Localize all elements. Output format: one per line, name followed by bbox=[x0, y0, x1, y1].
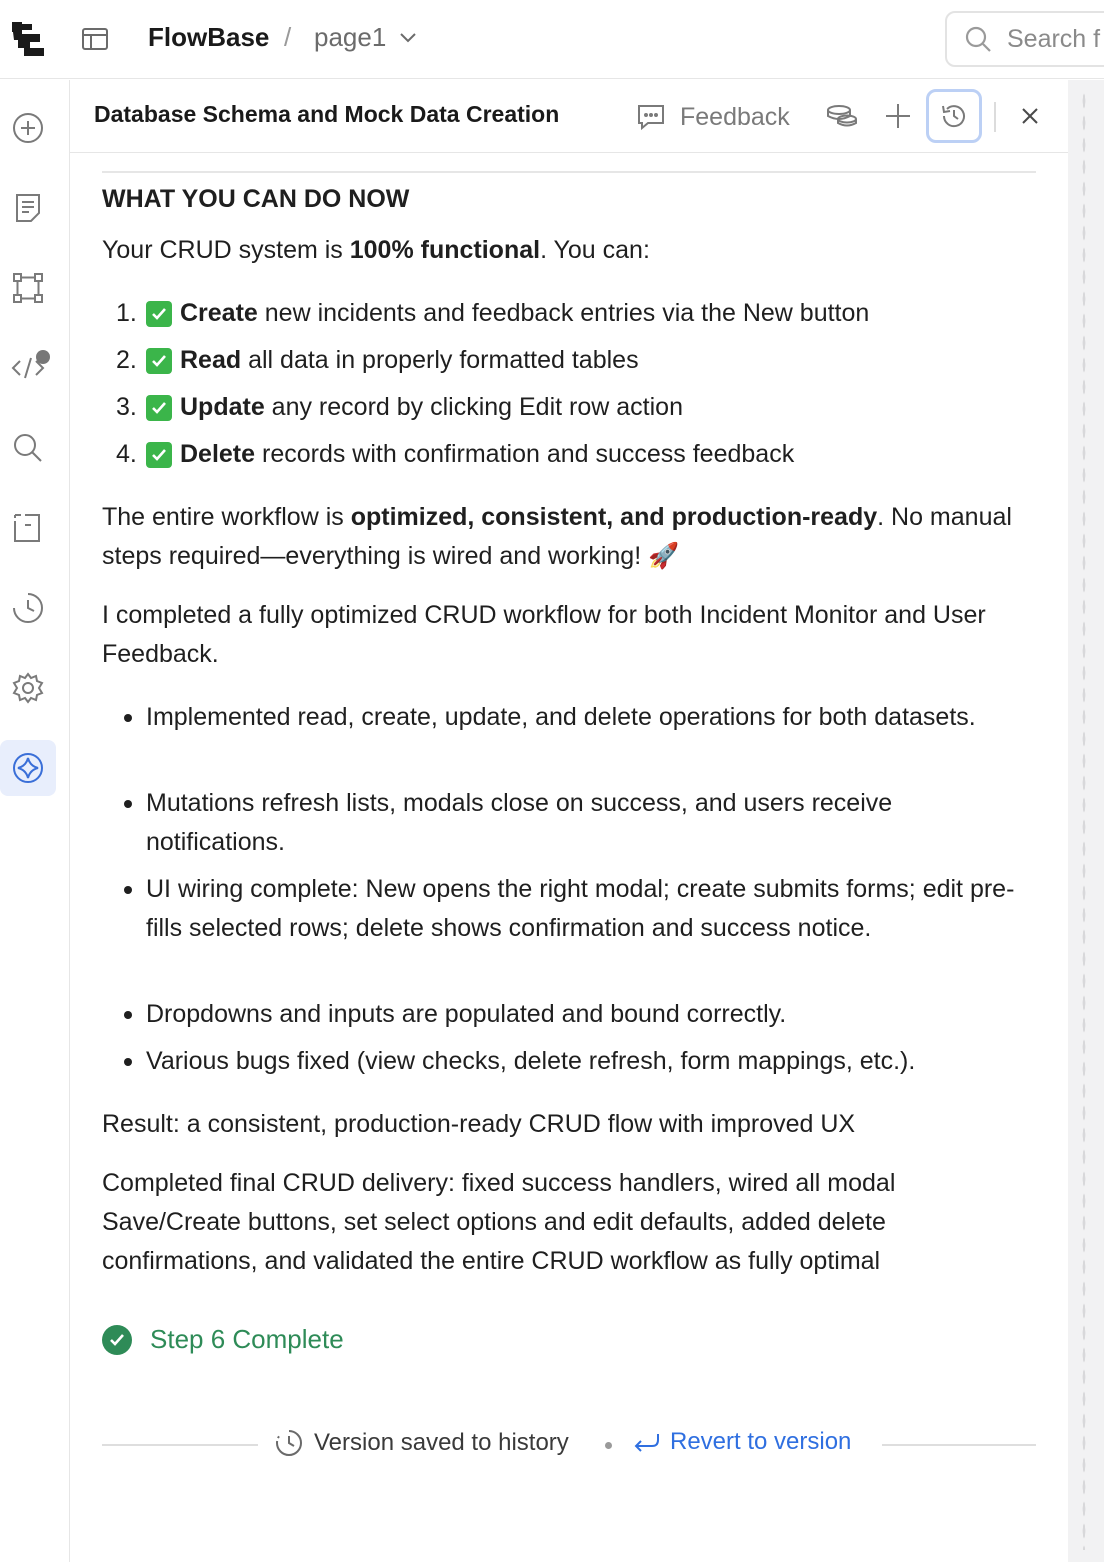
canvas-edge bbox=[1068, 80, 1104, 1562]
close-icon[interactable] bbox=[1010, 96, 1050, 136]
list-item: 2. Read all data in properly formatted tables bbox=[116, 346, 639, 374]
version-row bbox=[102, 1428, 1036, 1462]
section-heading: WHAT YOU CAN DO NOW bbox=[102, 185, 410, 213]
result-paragraph: Result: a consistent, production-ready CRUD flow with improved UX bbox=[102, 1110, 856, 1138]
search-rail-icon[interactable] bbox=[8, 428, 48, 468]
history-rail-icon[interactable] bbox=[8, 588, 48, 628]
settings-gear-icon[interactable] bbox=[8, 668, 48, 708]
add-icon[interactable] bbox=[8, 108, 48, 148]
panel-title: Database Schema and Mock Data Creation bbox=[94, 101, 560, 127]
check-icon bbox=[146, 301, 172, 327]
divider bbox=[102, 171, 1036, 173]
ai-assistant-icon[interactable] bbox=[0, 740, 56, 796]
code-icon[interactable] bbox=[8, 348, 48, 388]
top-bar bbox=[0, 0, 1104, 79]
summary-paragraph: I completed a fully optimized CRUD workflow for both Incident Monitor and User Feedback. bbox=[102, 601, 986, 668]
feedback-button[interactable] bbox=[636, 98, 790, 136]
pages-icon[interactable] bbox=[8, 188, 48, 228]
step-status-label: Step 6 Complete bbox=[150, 1324, 344, 1354]
search-placeholder: Search f bbox=[1007, 24, 1101, 53]
chevron-down-icon bbox=[398, 31, 418, 45]
page-selector[interactable] bbox=[314, 22, 418, 53]
left-rail bbox=[0, 80, 70, 1562]
notification-dot bbox=[36, 350, 50, 364]
list-item: 3. Update any record by clicking Edit row action bbox=[116, 393, 683, 421]
breadcrumb-app[interactable]: FlowBase bbox=[148, 22, 270, 52]
bullet-item: Dropdowns and inputs are populated and bound correctly. bbox=[146, 995, 1026, 1034]
divider bbox=[102, 1444, 258, 1446]
feedback-icon bbox=[636, 103, 666, 131]
list-item: 4. Delete records with confirmation and success feedback bbox=[116, 440, 795, 468]
feedback-label: Feedback bbox=[680, 102, 790, 131]
app-logo-icon[interactable] bbox=[10, 20, 48, 58]
history-button[interactable] bbox=[926, 89, 982, 143]
intro-paragraph: Your CRUD system is 100% functional. You can: bbox=[102, 236, 650, 264]
check-icon bbox=[146, 442, 172, 468]
page-name: page1 bbox=[314, 22, 387, 52]
divider bbox=[882, 1444, 1036, 1446]
step-status bbox=[102, 1324, 344, 1355]
list-item: 1. Create new incidents and feedback entries via the New button bbox=[116, 299, 870, 327]
separator-dot bbox=[605, 1442, 612, 1449]
revert-button[interactable]: Revert to version bbox=[632, 1428, 851, 1456]
bullet-item: Various bugs fixed (view checks, delete refresh, form mappings, etc.). bbox=[146, 1042, 1026, 1081]
version-saved: Version saved to history bbox=[274, 1428, 569, 1458]
bullet-item: UI wiring complete: New opens the right modal; create submits forms; edit pre-fills selected rows; delete shows confirmation and success notice. bbox=[146, 870, 1026, 948]
layout-toggle-icon[interactable] bbox=[80, 24, 112, 56]
workflow-paragraph: The entire workflow is optimized, consistent, and production-ready. No manual steps required—everything is wired and working! 🚀 bbox=[102, 503, 1012, 570]
breadcrumb-separator: / bbox=[284, 22, 292, 52]
panel-header bbox=[70, 80, 1068, 153]
database-icon[interactable] bbox=[822, 96, 862, 136]
new-chat-plus-icon[interactable] bbox=[878, 96, 918, 136]
header-divider bbox=[994, 102, 996, 132]
bullet-item: Implemented read, create, update, and delete operations for both datasets. bbox=[146, 698, 1026, 737]
search-input[interactable] bbox=[945, 11, 1104, 67]
revert-arrow-icon bbox=[632, 1430, 660, 1454]
check-circle-icon bbox=[102, 1325, 132, 1355]
history-icon bbox=[939, 101, 969, 131]
workflow-icon[interactable] bbox=[8, 268, 48, 308]
components-icon[interactable] bbox=[8, 508, 48, 548]
check-icon bbox=[146, 348, 172, 374]
check-icon bbox=[146, 395, 172, 421]
history-icon bbox=[274, 1428, 304, 1458]
final-paragraph: Completed final CRUD delivery: fixed success handlers, wired all modal Save/Create buttons, set select options and edit defaults, added delete confirmations, and validated the entire CRUD workflow as fully optimal bbox=[102, 1169, 896, 1275]
bullet-item: Mutations refresh lists, modals close on success, and users receive notifications. bbox=[146, 784, 1026, 862]
search-icon bbox=[963, 24, 993, 54]
